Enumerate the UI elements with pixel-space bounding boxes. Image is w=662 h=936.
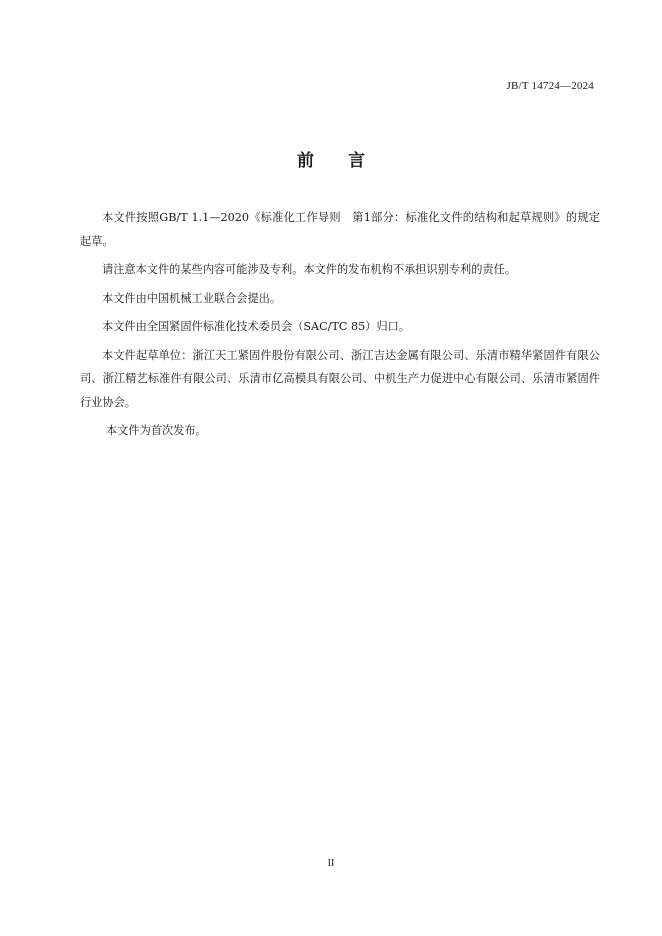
document-code: JB/T 14724—2024 xyxy=(506,80,594,92)
title-char-1: 前 xyxy=(297,151,314,171)
paragraph-first-issue: 本文件为首次发布。 xyxy=(106,424,207,437)
title-char-2: 言 xyxy=(348,151,365,171)
foreword-body xyxy=(80,206,600,448)
paragraph-patent-notice: 请注意本文件的某些内容可能涉及专利。本文件的发布机构不承担识别专利的责任。 xyxy=(102,263,516,276)
page-title xyxy=(0,146,662,171)
paragraph-proposer: 本文件由中国机械工业联合会提出。 xyxy=(102,291,282,305)
paragraph-drafting-units: 本文件起草单位：浙江天工紧固件股份有限公司、浙江吉达金属有限公司、乐清市精华紧固件有限公司、浙江精艺标准件有限公司、乐清市亿高模具有限公司、中机生产力促进中心有限公司、乐清市紧固件行业协会。 xyxy=(80,348,600,409)
paragraph-technical-committee: 本文件由全国紧固件标准化技术委员会（SAC/TC 85）归口。 xyxy=(102,320,411,333)
page-number: II xyxy=(327,858,335,869)
paragraph-drafting-basis: 本文件按照GB/T 1.1—2020《标准化工作导则 第1部分：标准化文件的结构和起草规则》的规定起草。 xyxy=(80,211,600,248)
